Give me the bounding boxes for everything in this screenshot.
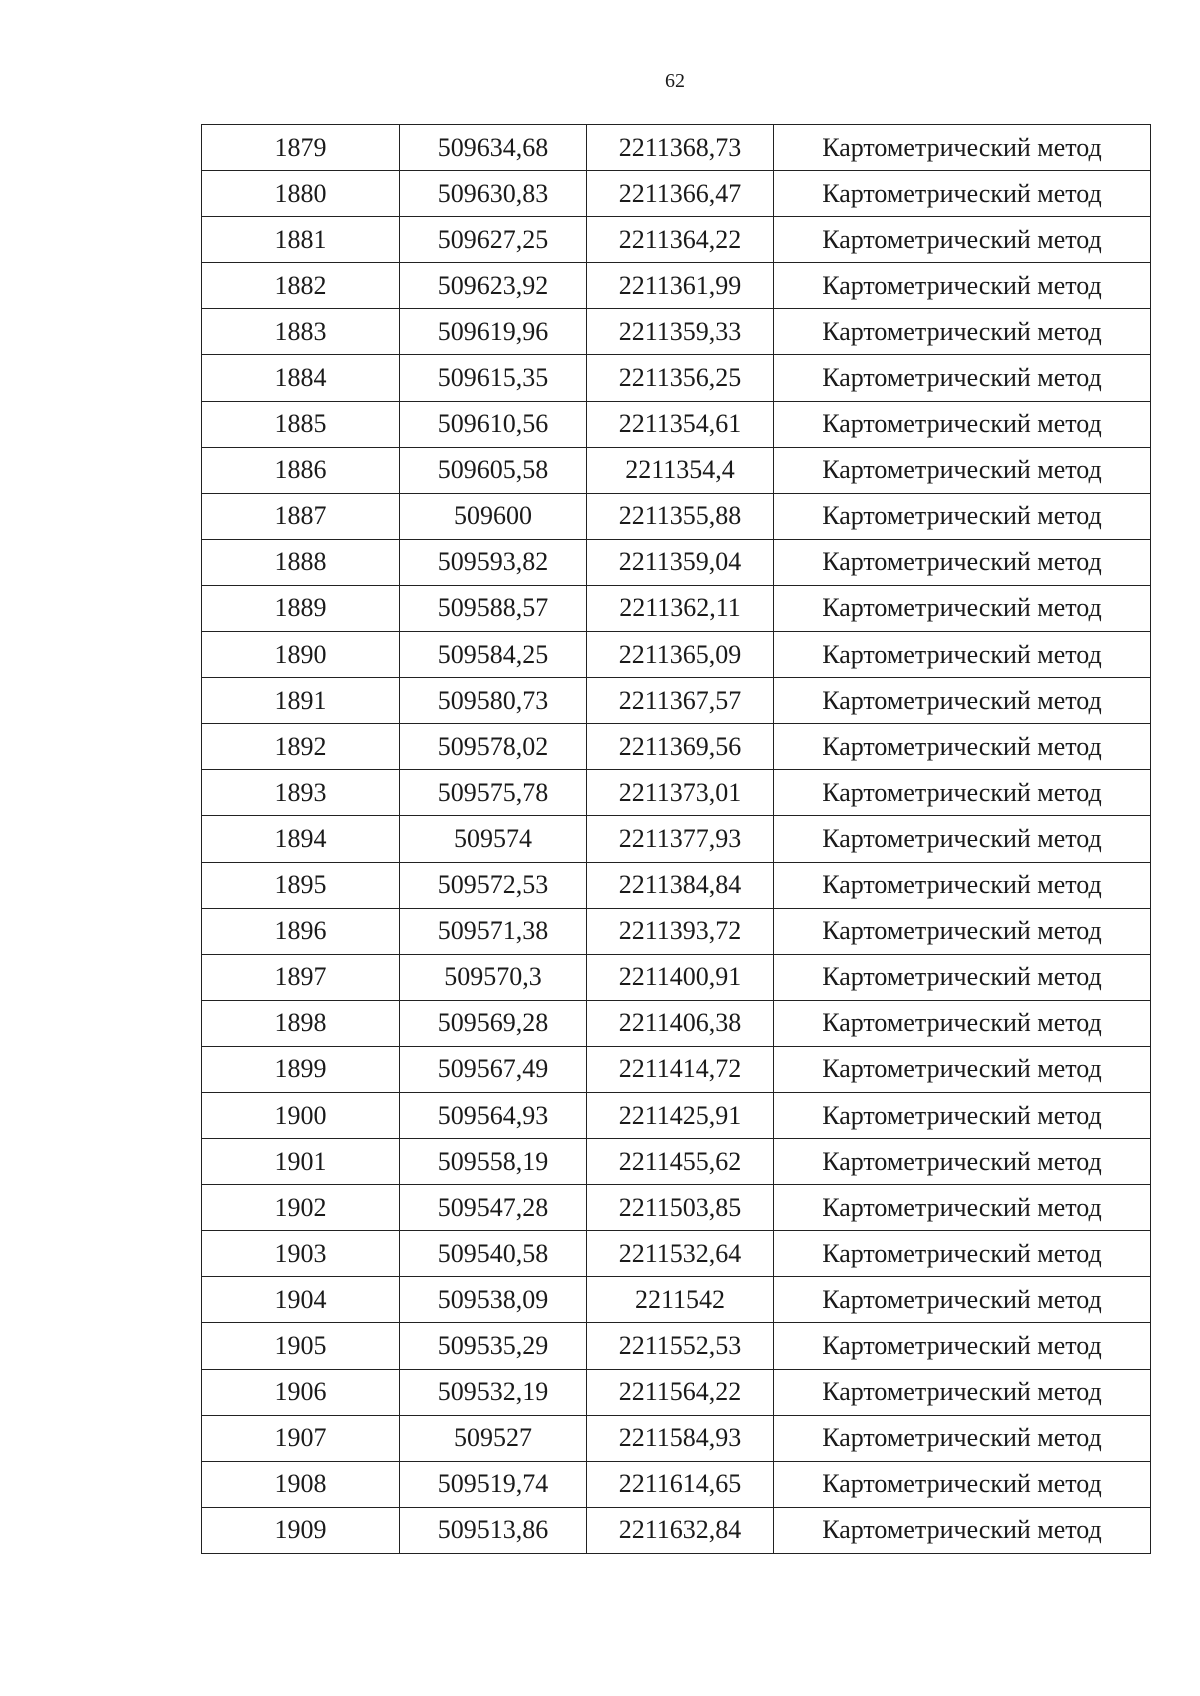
y-coordinate-cell: 2211503,85 [587,1185,774,1231]
table-row [202,401,1151,447]
y-coordinate-cell: 2211632,84 [587,1507,774,1553]
x-coordinate-cell: 509627,25 [400,217,587,263]
y-coordinate-cell: 2211414,72 [587,1046,774,1092]
y-coordinate-cell: 2211369,56 [587,724,774,770]
y-coordinate-cell: 2211400,91 [587,954,774,1000]
method-cell: Картометрический метод [774,1507,1151,1553]
x-coordinate-cell: 509564,93 [400,1092,587,1138]
y-coordinate-cell: 2211425,91 [587,1092,774,1138]
table-row [202,1277,1151,1323]
point-number-cell: 1899 [202,1046,400,1092]
y-coordinate-cell: 2211532,64 [587,1231,774,1277]
table-row [202,724,1151,770]
method-cell: Картометрический метод [774,770,1151,816]
y-coordinate-cell: 2211393,72 [587,908,774,954]
table-row [202,1139,1151,1185]
method-cell: Картометрический метод [774,1231,1151,1277]
y-coordinate-cell: 2211354,61 [587,401,774,447]
method-cell: Картометрический метод [774,1000,1151,1046]
table-row [202,539,1151,585]
method-cell: Картометрический метод [774,171,1151,217]
point-number-cell: 1897 [202,954,400,1000]
method-cell: Картометрический метод [774,862,1151,908]
point-number-cell: 1898 [202,1000,400,1046]
table-row [202,862,1151,908]
point-number-cell: 1896 [202,908,400,954]
method-cell: Картометрический метод [774,954,1151,1000]
table-row [202,1369,1151,1415]
method-cell: Картометрический метод [774,1046,1151,1092]
table-row [202,355,1151,401]
x-coordinate-cell: 509615,35 [400,355,587,401]
point-number-cell: 1887 [202,493,400,539]
x-coordinate-cell: 509540,58 [400,1231,587,1277]
method-cell: Картометрический метод [774,1277,1151,1323]
y-coordinate-cell: 2211354,4 [587,447,774,493]
method-cell: Картометрический метод [774,539,1151,585]
x-coordinate-cell: 509605,58 [400,447,587,493]
method-cell: Картометрический метод [774,678,1151,724]
method-cell: Картометрический метод [774,493,1151,539]
x-coordinate-cell: 509634,68 [400,125,587,171]
point-number-cell: 1900 [202,1092,400,1138]
y-coordinate-cell: 2211455,62 [587,1139,774,1185]
point-number-cell: 1903 [202,1231,400,1277]
x-coordinate-cell: 509513,86 [400,1507,587,1553]
method-cell: Картометрический метод [774,1323,1151,1369]
x-coordinate-cell: 509569,28 [400,1000,587,1046]
coordinates-table [201,124,1151,1554]
x-coordinate-cell: 509630,83 [400,171,587,217]
table-row [202,954,1151,1000]
y-coordinate-cell: 2211384,84 [587,862,774,908]
x-coordinate-cell: 509527 [400,1415,587,1461]
point-number-cell: 1906 [202,1369,400,1415]
point-number-cell: 1908 [202,1461,400,1507]
table-row [202,1231,1151,1277]
y-coordinate-cell: 2211365,09 [587,632,774,678]
page-header [0,70,1200,93]
x-coordinate-cell: 509547,28 [400,1185,587,1231]
point-number-cell: 1879 [202,125,400,171]
point-number-cell: 1888 [202,539,400,585]
table-row [202,770,1151,816]
table-row [202,1092,1151,1138]
method-cell: Картометрический метод [774,217,1151,263]
x-coordinate-cell: 509610,56 [400,401,587,447]
method-cell: Картометрический метод [774,355,1151,401]
y-coordinate-cell: 2211361,99 [587,263,774,309]
x-coordinate-cell: 509532,19 [400,1369,587,1415]
method-cell: Картометрический метод [774,1369,1151,1415]
point-number-cell: 1886 [202,447,400,493]
table-row [202,1415,1151,1461]
point-number-cell: 1881 [202,217,400,263]
table-row [202,585,1151,631]
x-coordinate-cell: 509519,74 [400,1461,587,1507]
y-coordinate-cell: 2211564,22 [587,1369,774,1415]
table-row [202,125,1151,171]
table-row [202,1461,1151,1507]
y-coordinate-cell: 2211373,01 [587,770,774,816]
method-cell: Картометрический метод [774,908,1151,954]
point-number-cell: 1905 [202,1323,400,1369]
point-number-cell: 1883 [202,309,400,355]
method-cell: Картометрический метод [774,1092,1151,1138]
y-coordinate-cell: 2211584,93 [587,1415,774,1461]
point-number-cell: 1894 [202,816,400,862]
table-row [202,217,1151,263]
point-number-cell: 1902 [202,1185,400,1231]
x-coordinate-cell: 509567,49 [400,1046,587,1092]
y-coordinate-cell: 2211406,38 [587,1000,774,1046]
point-number-cell: 1880 [202,171,400,217]
method-cell: Картометрический метод [774,816,1151,862]
point-number-cell: 1882 [202,263,400,309]
table-row [202,1000,1151,1046]
method-cell: Картометрический метод [774,585,1151,631]
x-coordinate-cell: 509571,38 [400,908,587,954]
x-coordinate-cell: 509588,57 [400,585,587,631]
y-coordinate-cell: 2211366,47 [587,171,774,217]
method-cell: Картометрический метод [774,401,1151,447]
page-number: 62 [665,70,685,92]
y-coordinate-cell: 2211552,53 [587,1323,774,1369]
table-row [202,1046,1151,1092]
method-cell: Картометрический метод [774,309,1151,355]
x-coordinate-cell: 509580,73 [400,678,587,724]
y-coordinate-cell: 2211359,33 [587,309,774,355]
x-coordinate-cell: 509593,82 [400,539,587,585]
table-row [202,816,1151,862]
method-cell: Картометрический метод [774,724,1151,770]
x-coordinate-cell: 509558,19 [400,1139,587,1185]
point-number-cell: 1909 [202,1507,400,1553]
x-coordinate-cell: 509572,53 [400,862,587,908]
x-coordinate-cell: 509538,09 [400,1277,587,1323]
x-coordinate-cell: 509575,78 [400,770,587,816]
x-coordinate-cell: 509600 [400,493,587,539]
point-number-cell: 1885 [202,401,400,447]
point-number-cell: 1904 [202,1277,400,1323]
y-coordinate-cell: 2211368,73 [587,125,774,171]
method-cell: Картометрический метод [774,1185,1151,1231]
method-cell: Картометрический метод [774,1415,1151,1461]
point-number-cell: 1891 [202,678,400,724]
table-row [202,493,1151,539]
point-number-cell: 1884 [202,355,400,401]
table-row [202,263,1151,309]
method-cell: Картометрический метод [774,447,1151,493]
y-coordinate-cell: 2211367,57 [587,678,774,724]
method-cell: Картометрический метод [774,1139,1151,1185]
point-number-cell: 1895 [202,862,400,908]
point-number-cell: 1901 [202,1139,400,1185]
y-coordinate-cell: 2211355,88 [587,493,774,539]
table-row [202,447,1151,493]
table-row [202,632,1151,678]
point-number-cell: 1893 [202,770,400,816]
point-number-cell: 1890 [202,632,400,678]
coordinates-table-body [202,125,1151,1554]
y-coordinate-cell: 2211614,65 [587,1461,774,1507]
method-cell: Картометрический метод [774,125,1151,171]
table-row [202,1185,1151,1231]
table-row [202,1507,1151,1553]
point-number-cell: 1892 [202,724,400,770]
y-coordinate-cell: 2211542 [587,1277,774,1323]
x-coordinate-cell: 509570,3 [400,954,587,1000]
table-row [202,309,1151,355]
y-coordinate-cell: 2211362,11 [587,585,774,631]
method-cell: Картометрический метод [774,1461,1151,1507]
y-coordinate-cell: 2211356,25 [587,355,774,401]
x-coordinate-cell: 509619,96 [400,309,587,355]
x-coordinate-cell: 509535,29 [400,1323,587,1369]
y-coordinate-cell: 2211359,04 [587,539,774,585]
table-row [202,678,1151,724]
table-row [202,908,1151,954]
table-row [202,171,1151,217]
x-coordinate-cell: 509584,25 [400,632,587,678]
table-row [202,1323,1151,1369]
y-coordinate-cell: 2211377,93 [587,816,774,862]
x-coordinate-cell: 509574 [400,816,587,862]
y-coordinate-cell: 2211364,22 [587,217,774,263]
x-coordinate-cell: 509578,02 [400,724,587,770]
point-number-cell: 1907 [202,1415,400,1461]
method-cell: Картометрический метод [774,263,1151,309]
x-coordinate-cell: 509623,92 [400,263,587,309]
method-cell: Картометрический метод [774,632,1151,678]
point-number-cell: 1889 [202,585,400,631]
